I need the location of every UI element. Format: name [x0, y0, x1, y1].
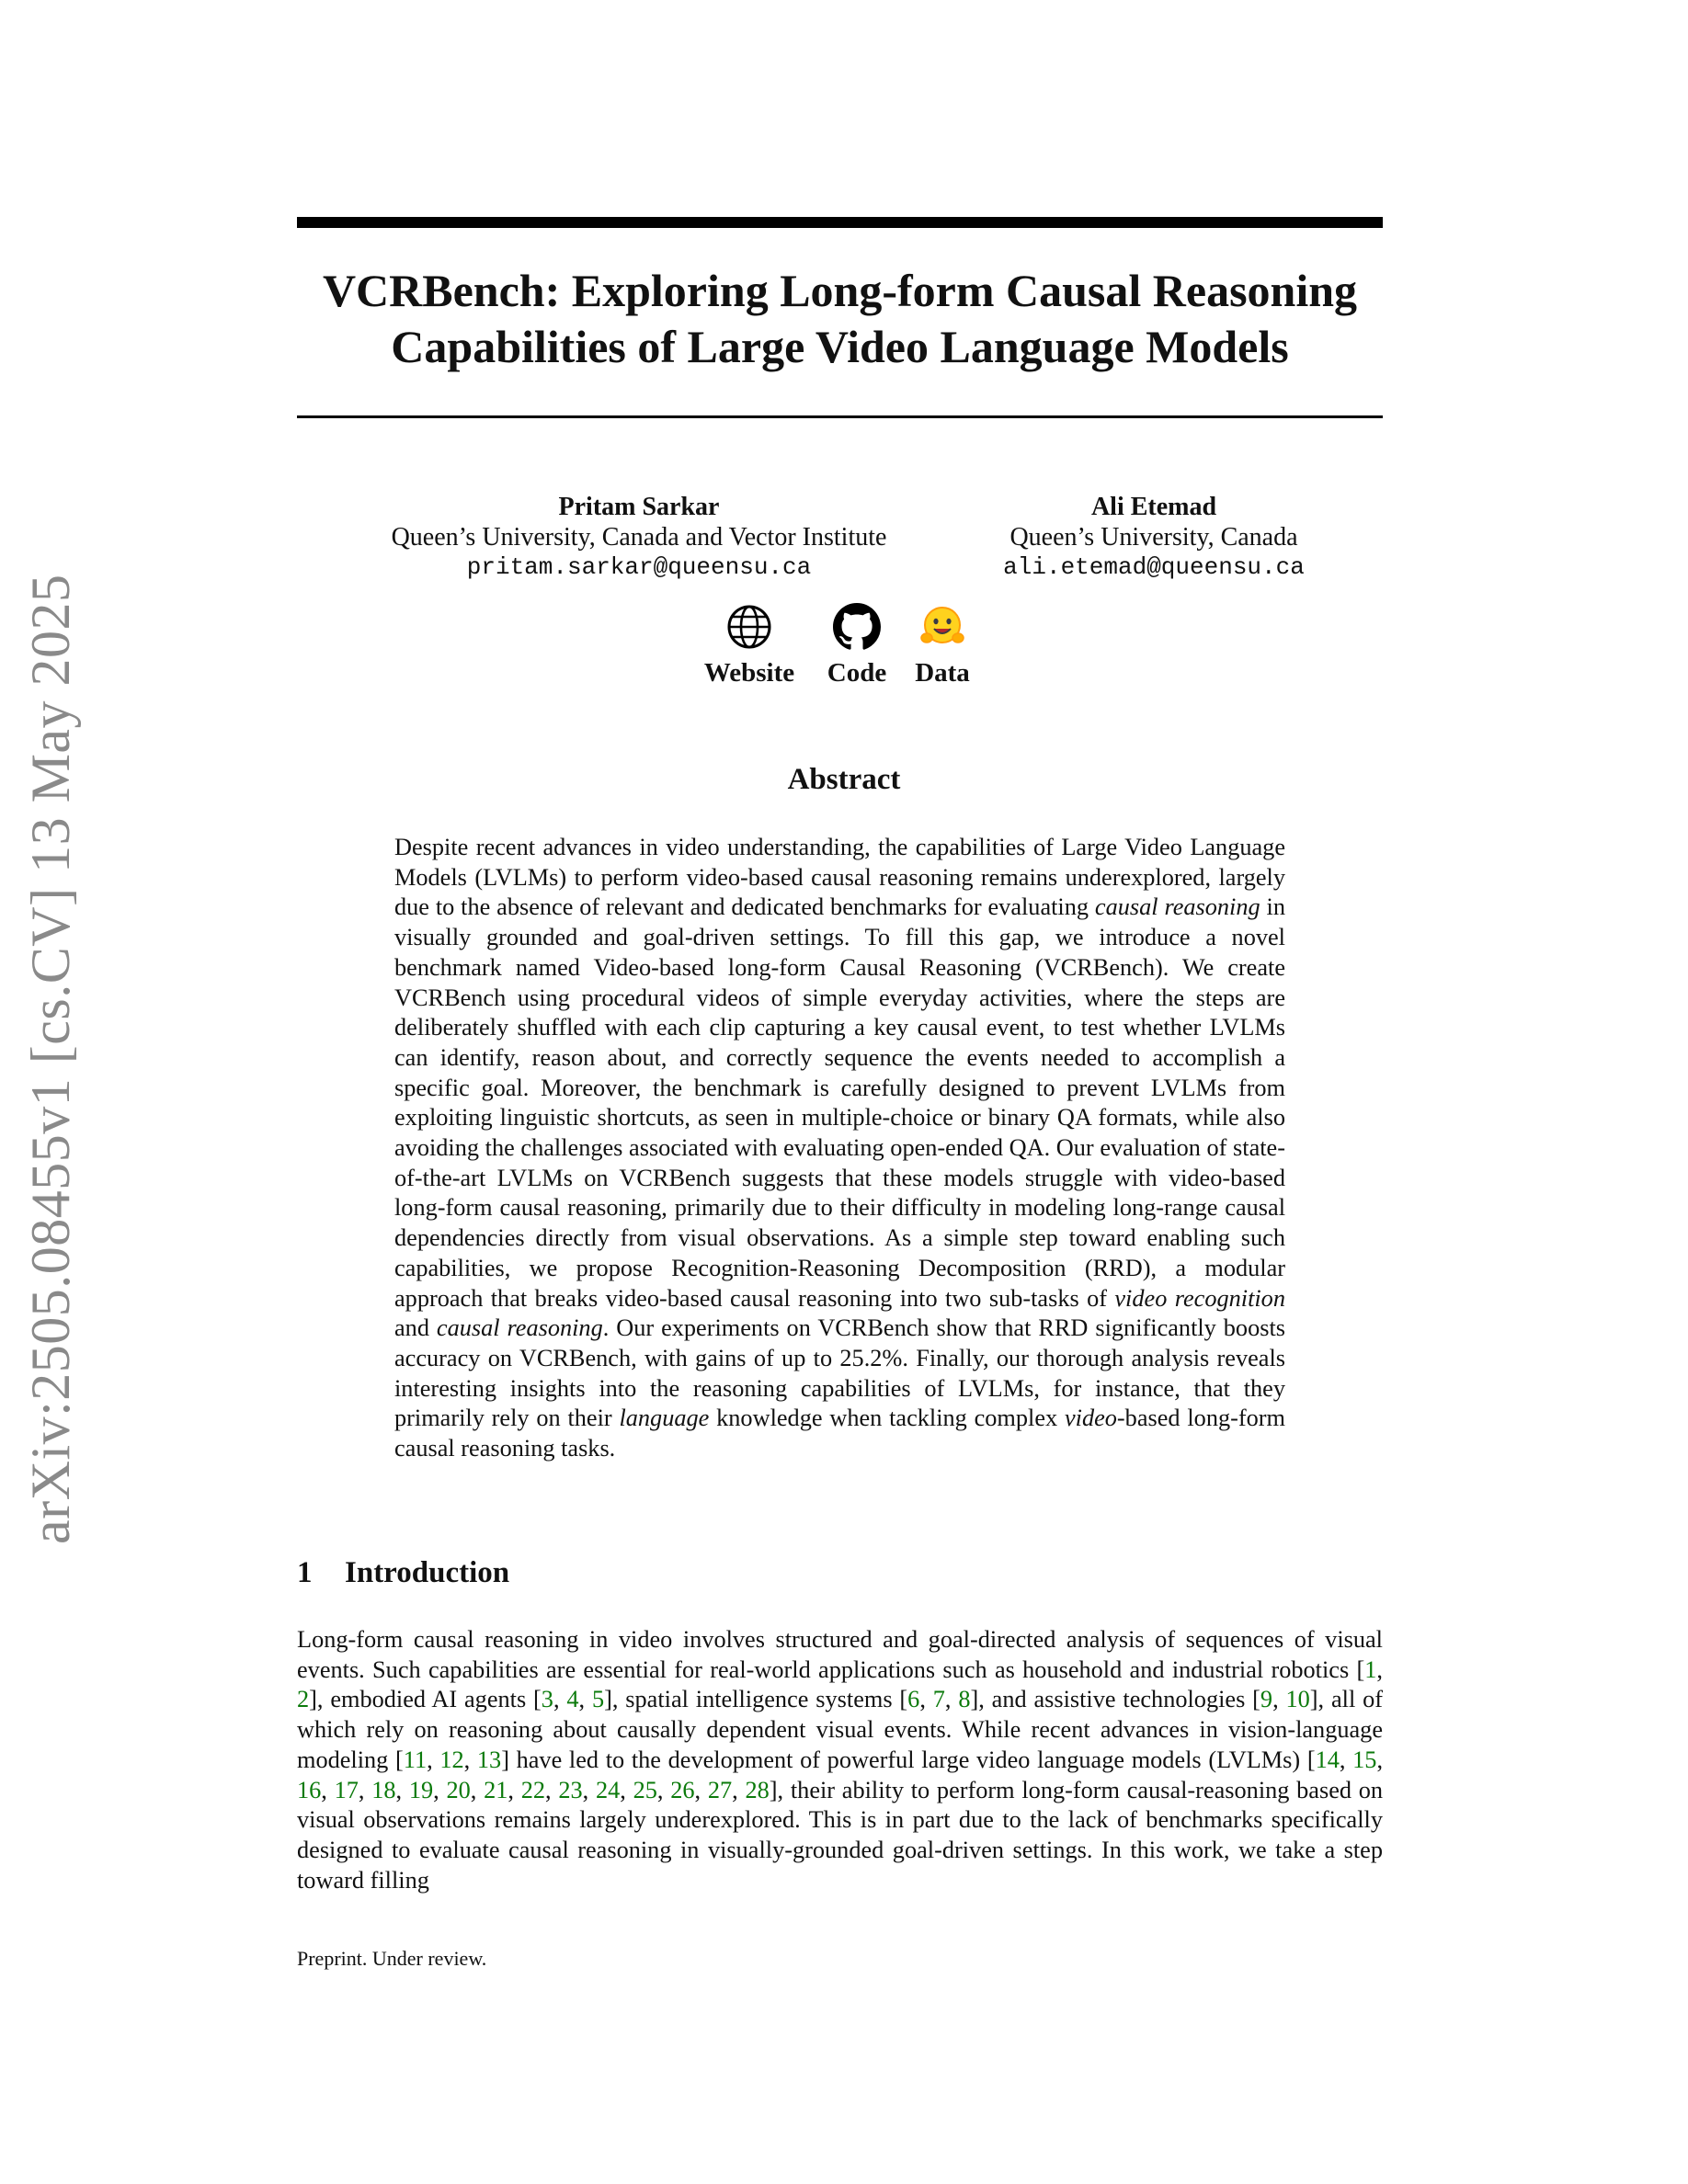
abstract-heading: Abstract: [787, 763, 901, 796]
citation-link[interactable]: 20: [446, 1776, 471, 1803]
citation-link[interactable]: 23: [558, 1776, 583, 1803]
huggingface-icon: [918, 603, 966, 651]
citation-link[interactable]: 26: [670, 1776, 695, 1803]
citation-link[interactable]: 18: [371, 1776, 396, 1803]
section-title: Introduction: [345, 1556, 510, 1589]
citation-link[interactable]: 6: [907, 1686, 920, 1713]
preprint-note: Preprint. Under review.: [297, 1947, 487, 1970]
author-email[interactable]: pritam.sarkar@queensu.ca: [466, 553, 812, 581]
author-affiliation: Queen’s University, Canada and Vector Institute: [391, 523, 887, 552]
citation-link[interactable]: 15: [1352, 1746, 1377, 1773]
author-affiliation: Queen’s University, Canada: [1009, 523, 1298, 552]
citation-link[interactable]: 3: [541, 1686, 553, 1713]
author-name: Ali Etemad: [1090, 493, 1217, 521]
project-links: [0, 603, 1688, 695]
data-label: Data: [915, 658, 970, 688]
citation-link[interactable]: 27: [707, 1776, 733, 1803]
citation-link[interactable]: 12: [439, 1746, 464, 1773]
citation-link[interactable]: 25: [633, 1776, 657, 1803]
citation-link[interactable]: 11: [403, 1746, 428, 1773]
citation-link[interactable]: 17: [334, 1776, 359, 1803]
citation-link[interactable]: 24: [596, 1776, 621, 1803]
introduction-paragraph: Long-form causal reasoning in video involves structured and goal-directed analysis of sequences of visual events. Such capabilities are essential for real-world applications such as household and industrial robotics [1, 2], embodied AI agents [3, 4, 5], spatial intelligence systems [6, 7, 8], and assistive technologies [9, 10], all of which rely on reasoning about causally dependent visual events. While recent advances in vision-language modeling [11, 12, 13] have led to the development of powerful large video language models (LVLMs) [14, 15, 16, 17, 18, 19, 20, 21, 22, 23, 24, 25, 26, 27, 28], their ability to perform long-form causal-reasoning based on visual observations remains largely underexplored. This is in part due to the lack of benchmarks specifically designed to evaluate causal reasoning in visually-grounded goal-driven settings. In this work, we take a step toward filling: [297, 1626, 1384, 1894]
title-top-rule: [297, 217, 1383, 228]
citation-link[interactable]: 22: [520, 1776, 546, 1803]
website-label: Website: [703, 658, 795, 688]
author-block-2: [975, 492, 1333, 583]
github-icon: [833, 603, 881, 651]
citation-link[interactable]: 16: [297, 1776, 322, 1803]
section-heading: [297, 1556, 509, 1590]
citation-link[interactable]: 28: [745, 1776, 770, 1803]
title-line-1: VCRBench: Exploring Long-form Causal Reasoning: [322, 265, 1358, 316]
citation-link[interactable]: 10: [1285, 1686, 1310, 1713]
citation-link[interactable]: 21: [484, 1776, 508, 1803]
code-link[interactable]: [811, 603, 903, 688]
citation-link[interactable]: 2: [297, 1686, 310, 1713]
author-block-1: [349, 492, 929, 583]
citation-link[interactable]: 1: [1364, 1655, 1377, 1683]
citation-link[interactable]: 13: [476, 1746, 502, 1773]
citation-link[interactable]: 19: [408, 1776, 434, 1803]
author-email[interactable]: ali.etemad@queensu.ca: [1003, 553, 1305, 581]
citation-link[interactable]: 14: [1315, 1746, 1340, 1773]
citation-link[interactable]: 8: [958, 1686, 971, 1713]
citation-link[interactable]: 4: [566, 1686, 579, 1713]
section-number: 1: [297, 1556, 313, 1589]
title-line-2: Capabilities of Large Video Language Models: [391, 321, 1289, 372]
citation-link[interactable]: 9: [1260, 1686, 1273, 1713]
globe-icon: [725, 603, 773, 651]
abstract-body: Despite recent advances in video understanding, the capabilities of Large Video Language Models (LVLMs) to perform video-based causal reasoning remains underexplored, largely due to the absence of relevant and dedicated benchmarks for evaluating causal reasoning in visually grounded and goal-driven settings. To fill this gap, we introduce a novel benchmark named Video-based long-form Causal Reasoning (VCRBench). We create VCRBench using procedural videos of simple everyday activities, where the steps are deliberately shuffled with each clip capturing a key causal event, to test whether LVLMs can identify, reason about, and correctly sequence the events needed to accomplish a specific goal. Moreover, the benchmark is carefully designed to prevent LVLMs from exploiting linguistic shortcuts, as seen in multiple-choice or binary QA formats, while also avoiding the challenges associated with evaluating open-ended QA. Our evaluation of state-of-the-art LVLMs on VCRBench suggests that these models struggle with video-based long-form causal reasoning, primarily due to their difficulty in modeling long-range causal dependencies directly from visual observations. As a simple step toward enabling such capabilities, we propose Recognition-Reasoning Decomposition (RRD), a modular approach that breaks video-based causal reasoning into two sub-tasks of video recognition and causal reasoning. Our experiments on VCRBench show that RRD significantly boosts accuracy on VCRBench, with gains of up to 25.2%. Finally, our thorough analysis reveals interesting insights into the reasoning capabilities of LVLMs, for instance, that they primarily rely on their language knowledge when tackling complex video-based long-form causal reasoning tasks.: [394, 834, 1285, 1462]
data-link[interactable]: [906, 603, 979, 688]
citation-link[interactable]: 7: [932, 1686, 945, 1713]
website-link[interactable]: [694, 603, 804, 688]
title-bottom-rule: [297, 415, 1383, 418]
code-label: Code: [827, 658, 887, 688]
paper-title: [297, 263, 1383, 375]
arxiv-identifier: arXiv:2505.08455v1 [cs.CV] 13 May 2025: [20, 574, 81, 1544]
author-name: Pritam Sarkar: [558, 493, 720, 521]
citation-link[interactable]: 5: [591, 1686, 605, 1713]
